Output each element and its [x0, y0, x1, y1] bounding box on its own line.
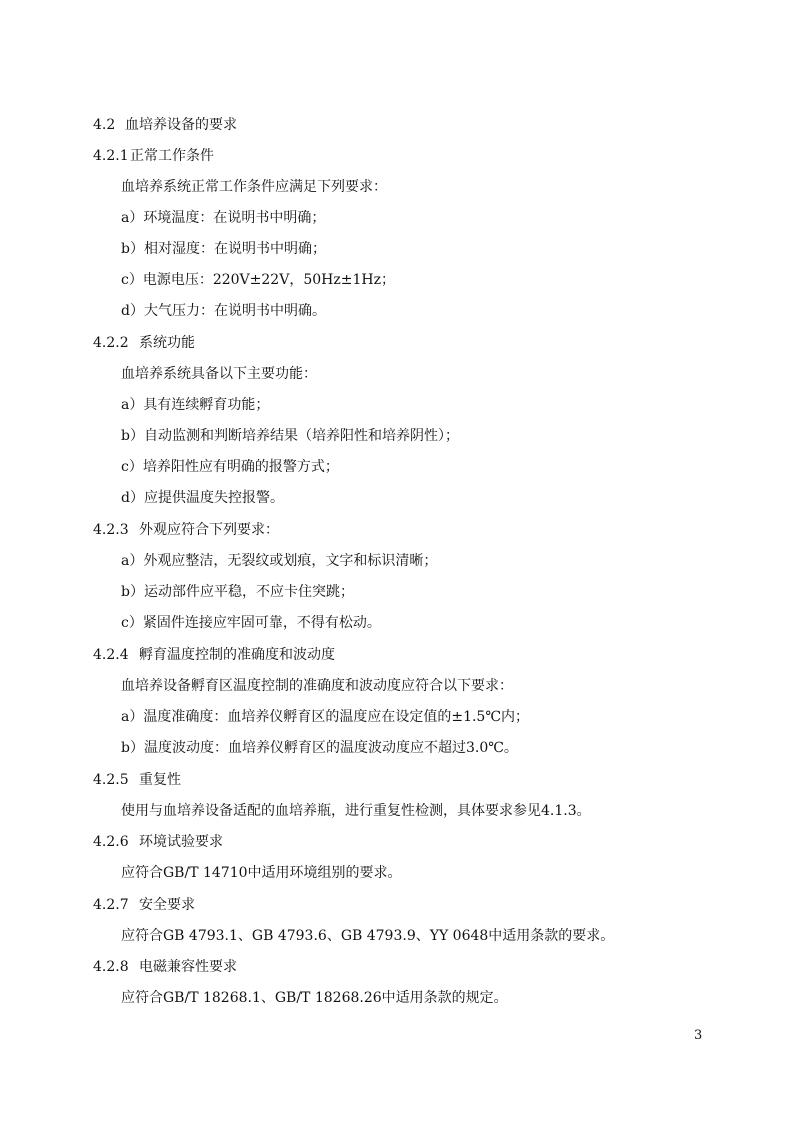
list-item: b）自动监测和判断培养结果（培养阳性和培养阴性）； — [121, 428, 459, 444]
paragraph: 应符合GB/T 14710中适用环境组别的要求。 — [121, 865, 402, 881]
section-number: 4.2.3 — [93, 522, 129, 538]
section-number: 4.2.5 — [93, 772, 129, 788]
paragraph: 使用与血培养设备适配的血培养瓶，进行重复性检测，具体要求参见4.1.3。 — [121, 803, 591, 819]
section-number: 4.2.8 — [93, 959, 129, 975]
list-item: c）培养阳性应有明确的报警方式； — [121, 459, 339, 475]
list-item: d）应提供温度失控报警。 — [121, 490, 284, 506]
paragraph: 应符合GB/T 18268.1、GB/T 18268.26中适用条款的规定。 — [121, 990, 508, 1006]
list-item: a）具有连续孵育功能； — [121, 397, 270, 413]
section-title: 安全要求 — [139, 897, 195, 913]
section-number: 4.2 — [93, 117, 116, 133]
section-title: 孵育温度控制的准确度和波动度 — [139, 647, 335, 663]
section-title: 外观应符合下列要求： — [139, 522, 279, 538]
list-item: a）外观应整洁，无裂纹或划痕，文字和标识清晰； — [121, 553, 438, 569]
paragraph: 应符合GB 4793.1、GB 4793.6、GB 4793.9、YY 0648中适用条款的要求。 — [121, 928, 615, 944]
section-heading-4-2-1 — [93, 147, 214, 165]
section-heading-4-2-7 — [93, 896, 195, 914]
section-title: 血培养设备的要求 — [125, 117, 237, 133]
section-heading-4-2-4 — [93, 646, 335, 664]
list-item: a）环境温度：在说明书中明确； — [121, 210, 326, 226]
list-item: b）运动部件应平稳，不应卡住突跳； — [121, 584, 354, 600]
page-number: 3 — [694, 1028, 703, 1043]
section-title: 正常工作条件 — [130, 148, 214, 164]
section-title: 电磁兼容性要求 — [139, 959, 237, 975]
section-title: 重复性 — [139, 772, 181, 788]
section-number: 4.2.7 — [93, 897, 129, 913]
section-number: 4.2.4 — [93, 647, 129, 663]
paragraph: 血培养系统具备以下主要功能： — [121, 366, 317, 382]
section-number: 4.2.2 — [93, 335, 129, 351]
list-item: c）紧固件连接应牢固可靠，不得有松动。 — [121, 615, 381, 631]
section-heading-4-2-5 — [93, 771, 181, 789]
section-heading-4-2-3 — [93, 521, 279, 539]
section-heading-4-2 — [93, 116, 237, 134]
list-item: b）相对湿度：在说明书中明确； — [121, 241, 326, 257]
list-item: d）大气压力：在说明书中明确。 — [121, 303, 326, 319]
section-heading-4-2-2 — [93, 334, 195, 352]
list-item: c）电源电压：220V±22V，50Hz±1Hz； — [121, 272, 395, 288]
section-title: 环境试验要求 — [139, 834, 223, 850]
list-item: a）温度准确度：血培养仪孵育区的温度应在设定值的±1.5℃内； — [121, 709, 530, 725]
list-item: b）温度波动度：血培养仪孵育区的温度波动度应不超过3.0℃。 — [121, 740, 518, 756]
paragraph: 血培养设备孵育区温度控制的准确度和波动度应符合以下要求： — [121, 678, 513, 694]
section-heading-4-2-8 — [93, 958, 237, 976]
section-number: 4.2.1 — [93, 148, 129, 164]
section-number: 4.2.6 — [93, 834, 129, 850]
section-heading-4-2-6 — [93, 833, 223, 851]
section-title: 系统功能 — [139, 335, 195, 351]
paragraph: 血培养系统正常工作条件应满足下列要求： — [121, 179, 387, 195]
